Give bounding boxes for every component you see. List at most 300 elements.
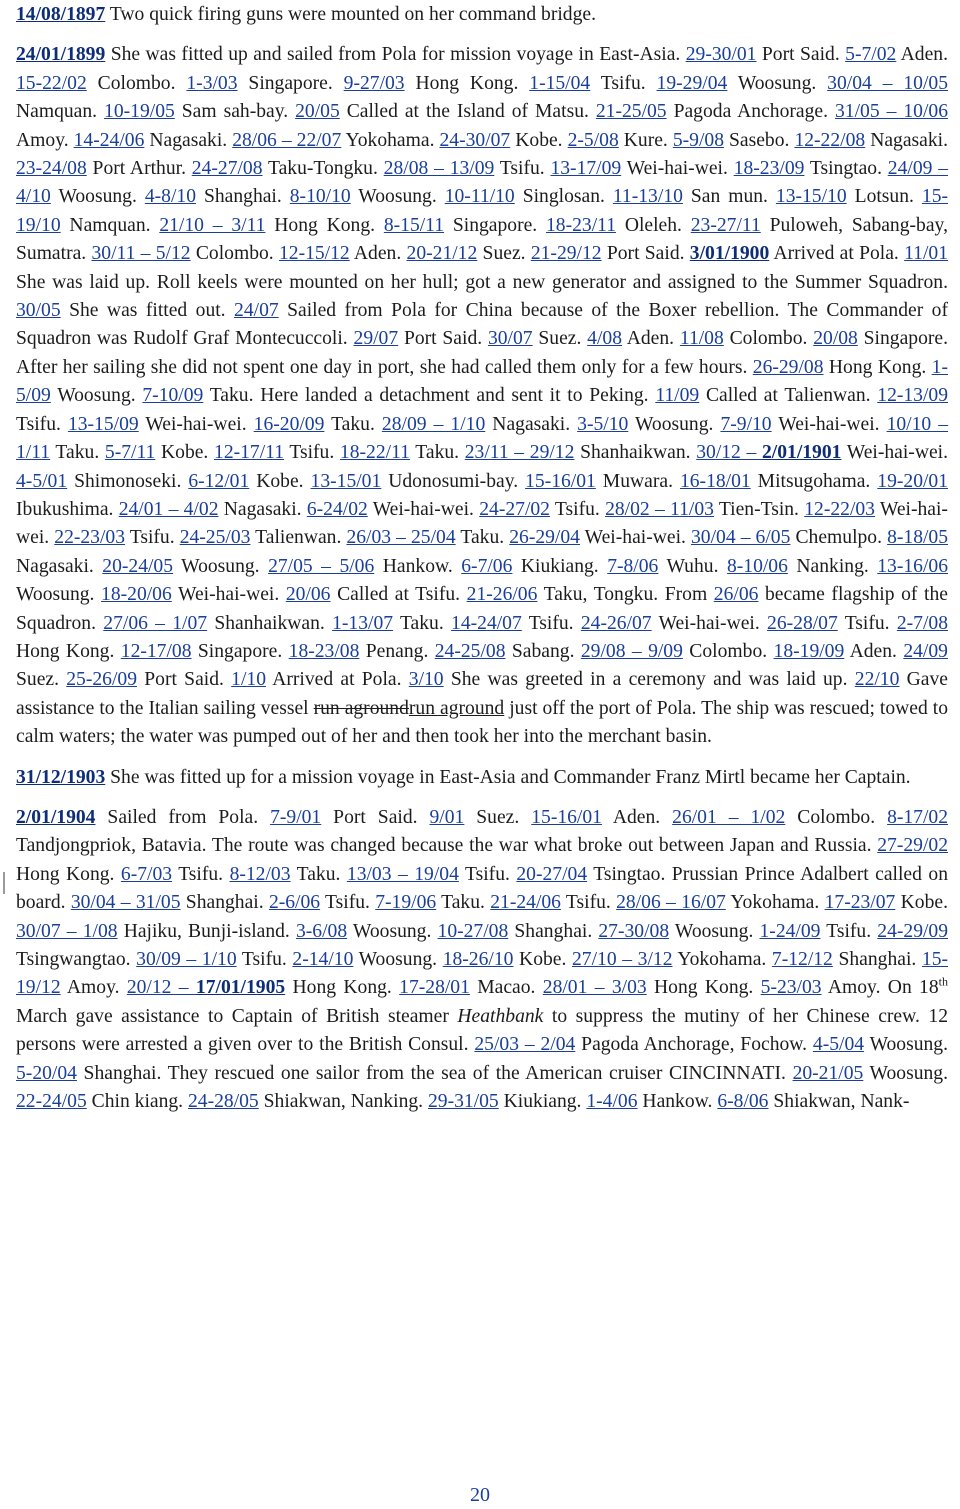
date-reference: 24/01 – 4/02 (118, 498, 219, 520)
date-reference: 2-14/10 (292, 949, 354, 970)
date-reference: 13-15/01 (310, 470, 382, 492)
body-text: Nagasaki. (144, 129, 233, 151)
body-text: Shimonoseki. (67, 470, 189, 492)
date-reference: 10-27/08 (437, 920, 509, 942)
date-reference: 30/07 (487, 328, 533, 350)
body-text: Tsifu. (125, 527, 180, 549)
date-reference: 28/01 – 3/03 (542, 977, 647, 999)
body-text: Nagasaki. (865, 129, 948, 151)
date-reference: 2/01/1901 (761, 442, 842, 464)
body-text: She was greeted in a ceremony and was laid up. (443, 669, 855, 691)
body-text: Colombo. (86, 72, 187, 94)
date-reference: 2-6/06 (268, 892, 321, 914)
date-reference: 1-4/06 (586, 1091, 638, 1113)
paragraph (16, 764, 948, 792)
date-reference: 13-17/09 (550, 158, 622, 180)
ship-name: Heathbank (457, 1005, 544, 1027)
date-reference: 15-16/01 (531, 806, 602, 828)
body-text: Wei-hai-wei. (367, 498, 480, 520)
body-text: Muwara. (595, 470, 680, 492)
date-reference: 11/08 (679, 328, 724, 350)
body-text: Sasebo. (724, 129, 795, 151)
body-text: Tsifu. (560, 892, 617, 914)
body-text: Shiakwan, Nanking. (258, 1091, 428, 1113)
body-text: Suez. (16, 669, 67, 691)
date-reference: 27-29/02 (877, 835, 948, 857)
body-text: Hong Kong. (646, 977, 761, 999)
body-text: Chemulpo. (790, 527, 888, 549)
body-text: San mun. (682, 186, 776, 208)
date-reference: 15-19/12 (16, 949, 949, 999)
body-text: Woosung. (353, 949, 443, 970)
date-reference: 10-19/05 (104, 101, 175, 123)
date-reference: 18-20/06 (101, 584, 172, 606)
date-reference: 24-27/02 (479, 498, 550, 520)
body-text: Talienwan. (250, 527, 347, 549)
body-text: Port Said. (601, 243, 690, 265)
body-text: Arrived at Pola. (266, 669, 409, 691)
date-reference: 29-31/05 (427, 1091, 499, 1113)
date-reference: 28/09 – 1/10 (381, 413, 486, 435)
body-text: Aden. (622, 328, 680, 350)
body-text: Called at Tsifu. (330, 584, 467, 606)
date-reference: 21/10 – 3/11 (159, 214, 266, 236)
date-reference: 1-24/09 (759, 920, 821, 942)
body-text: Pagoda Anchorage, Fochow. (575, 1034, 813, 1056)
body-text: Called at the Island of Matsu. (339, 101, 596, 123)
date-reference: 18-26/10 (442, 949, 514, 970)
date-reference: 20-24/05 (102, 555, 174, 577)
body-text: Taku. Here landed a detachment and sent it to Peking. (203, 385, 656, 407)
body-text: Pagoda Anchorage. (666, 101, 835, 123)
body-text: Taku, Tongku. From (537, 584, 714, 606)
date-reference: 24-29/09 (877, 920, 949, 942)
date-reference: 12-17/08 (120, 640, 192, 662)
paragraph (16, 804, 948, 1116)
body-text: Namquan. (60, 214, 160, 236)
date-reference: 20/12 – (126, 977, 196, 999)
body-text: Woosung. (863, 1062, 948, 1084)
date-reference: 28/06 – 16/07 (616, 892, 726, 914)
body-text: Woosung. (628, 413, 721, 435)
date-reference: 24/09 (903, 640, 948, 662)
body-text: Chin kiang. (86, 1091, 188, 1113)
date-reference: 24-25/08 (434, 640, 506, 662)
date-reference: 7-19/06 (375, 892, 437, 914)
date-reference: 22-23/03 (54, 527, 126, 549)
date-reference: 24-28/05 (187, 1091, 259, 1113)
date-reference: 19-29/04 (656, 72, 728, 94)
date-reference: 2-7/08 (896, 612, 949, 634)
body-text: Nagasaki. (16, 555, 103, 577)
date-reference: 25-26/09 (66, 669, 137, 691)
body-text: Singlosan. (514, 186, 613, 208)
date-reference: 24/09 – 4/10 (16, 158, 949, 208)
date-reference: 11-13/10 (612, 186, 683, 208)
body-text: Aden. (896, 44, 948, 66)
date-reference: 8-18/05 (887, 527, 949, 549)
date-reference: 7-9/01 (270, 806, 322, 828)
paragraph (16, 1, 948, 29)
body-text: Tsifu. (320, 892, 376, 914)
date-reference: 1/10 (231, 669, 267, 691)
body-text: run aground (408, 697, 505, 719)
body-text: Nanking. (787, 555, 878, 577)
body-text: Tsifu. (820, 920, 878, 942)
body-text: Aden. (844, 640, 904, 662)
date-reference: 12-15/12 (278, 243, 350, 265)
body-text: Macao. (469, 977, 543, 999)
body-text: Hajiku, Bunji-island. (117, 920, 296, 942)
date-reference: 16-20/09 (253, 413, 325, 435)
date-reference: 30/11 – 5/12 (91, 243, 191, 265)
body-text: Tsifu. (590, 72, 657, 94)
body-text: Woosung. (16, 584, 102, 606)
date-reference: 20/06 (285, 584, 331, 606)
body-text: Nagasaki. (218, 498, 307, 520)
date-reference: 18-23/09 (733, 158, 805, 180)
date-reference: 4/08 (587, 328, 623, 350)
body-text: Tsifu. (549, 498, 606, 520)
body-text: Suez. (532, 328, 588, 350)
body-text: Suez. (464, 806, 532, 828)
body-text: Tsingtao. Prussian Prince Adalbert called on board. (16, 863, 948, 914)
body-text: Woosung. (347, 920, 438, 942)
date-reference: 28/08 – 13/09 (383, 158, 495, 180)
date-reference: 1-13/07 (332, 612, 394, 634)
body-text: Wei-hai-wei. (16, 498, 948, 549)
date-reference: 7-10/09 (142, 385, 204, 407)
body-text: Hong Kong. (265, 214, 384, 236)
body-text: just off the port of Pola. The ship was rescued; towed to calm waters; the water was pumped out of her and then took her into the merchant basin. (16, 697, 948, 748)
body-text: Wuhu. (658, 555, 727, 577)
body-text: Tsifu. (236, 949, 293, 970)
date-reference: 2-5/08 (567, 129, 619, 151)
date-reference: 20/08 (813, 328, 858, 350)
body-text: Taku. (409, 442, 465, 464)
body-text: Arrived at Pola. (769, 243, 905, 265)
body-text: Kiukiang. (498, 1091, 587, 1113)
date-reference: 4-8/10 (144, 186, 196, 208)
body-text: Kobe. (155, 442, 215, 464)
body-text: Tsingtao. (804, 158, 888, 180)
date-reference: 11/09 (655, 385, 700, 407)
date-reference: 16-18/01 (679, 470, 751, 492)
body-text: Namquan. (16, 101, 105, 123)
body-text: Aden. (601, 806, 673, 828)
date-reference: 26/01 – 1/02 (672, 806, 786, 828)
body-text: Wei-hai-wei. (771, 413, 887, 435)
date-reference: 3-6/08 (295, 920, 348, 942)
date-reference: 8-17/02 (887, 806, 949, 828)
date-reference: 22/10 (854, 669, 900, 691)
body-text: Singapore. (444, 214, 546, 236)
date-reference: 3/10 (408, 669, 444, 691)
date-reference: 20-21/05 (792, 1062, 864, 1084)
body-text: Mitsugohama. (750, 470, 878, 492)
body-text: Shanghai. (832, 949, 922, 970)
date-reference: 4-5/04 (812, 1034, 865, 1056)
body-text: Taku. (455, 527, 510, 549)
body-text: Hankow. (637, 1091, 718, 1113)
body-text: Sailed from Pola for China because of the Boxer rebellion. The Commander of Squadron was Rudolf Graf Montecuccoli. (16, 300, 949, 350)
date-reference: 14/08/1897 (16, 4, 106, 25)
body-text: Taku. (324, 413, 382, 435)
date-reference: 12-13/09 (877, 385, 949, 407)
date-reference: 24-26/07 (580, 612, 652, 634)
body-text: Colombo. (190, 243, 279, 265)
body-text: Wei-hai-wei. (621, 158, 734, 180)
body-text: Wei-hai-wei. (138, 413, 254, 435)
date-reference: 27/05 – 5/06 (268, 555, 375, 577)
body-text: Colombo. (723, 328, 814, 350)
date-reference: 20-27/04 (516, 863, 588, 885)
body-text: She was fitted up for a mission voyage in East-Asia and Commander Franz Mirtl became her Captain. (105, 766, 911, 788)
date-reference: 14-24/07 (451, 612, 522, 634)
body-text: Gave assistance to the Italian sailing vessel (16, 669, 949, 719)
body-text: Hong Kong. (404, 72, 530, 94)
body-text: Wei-hai-wei. (579, 527, 691, 549)
date-reference: 1-5/09 (16, 356, 948, 407)
body-text: Hankow. (374, 555, 462, 577)
body-text: Lotsun. (846, 186, 922, 208)
body-text: Kiukiang. (512, 555, 608, 577)
body-text: to suppress the mutiny of her Chinese crew. 12 persons were arrested a given over to the British Consul. (16, 1005, 948, 1056)
body-text: Singapore. (237, 72, 344, 94)
date-reference: 24-30/07 (439, 129, 511, 151)
body-text: Kobe. (249, 470, 311, 492)
struck-text: run aground (313, 697, 409, 719)
date-reference: 5-7/11 (104, 442, 156, 464)
date-reference: 18-23/11 (546, 214, 617, 236)
date-reference: 30/04 – 31/05 (70, 892, 181, 914)
date-reference: 7-12/12 (771, 949, 833, 970)
document-body (16, 0, 948, 1128)
body-text: Woosung. (173, 555, 269, 577)
body-text: Kobe. (513, 949, 572, 970)
date-reference: 23/11 – 29/12 (464, 442, 575, 464)
date-reference: 26/03 – 25/04 (346, 527, 456, 549)
date-reference: 25/03 – 2/04 (474, 1034, 576, 1056)
body-text: Port Said. (321, 806, 430, 828)
body-text: Tsifu. (458, 863, 517, 885)
body-text: Port Said. (398, 328, 488, 350)
body-text: Tandjongpriok, Batavia. The route was changed because the war what broke out between Japan and Russia. (16, 835, 878, 857)
date-reference: 19-20/01 (877, 470, 949, 492)
body-text: Amoy. (16, 129, 74, 151)
date-reference: 13-16/06 (877, 555, 948, 577)
date-reference: 27/10 – 3/12 (572, 949, 673, 970)
date-reference: 15-19/10 (16, 186, 949, 236)
date-reference: 20/05 (295, 101, 340, 123)
body-text: Wei-hai-wei. (171, 584, 286, 606)
date-reference: 29-30/01 (685, 44, 757, 66)
body-text: Port Arthur. (86, 158, 192, 180)
body-text: March gave assistance to Captain of British steamer (16, 1005, 458, 1027)
date-reference: 10/10 – 1/11 (16, 413, 949, 464)
body-text: Taku-Tongku. (262, 158, 384, 180)
body-text: Hong Kong. (823, 356, 932, 378)
date-reference: 9/01 (429, 806, 465, 828)
body-text: Tien-Tsin. (713, 498, 805, 520)
body-text: Singapore. After her sailing she did not spent one day in port, she had called them only for a few hours. (16, 328, 948, 378)
body-text: Amoy. On 18 (821, 977, 939, 999)
date-reference: 27/06 – 1/07 (103, 612, 208, 634)
date-reference: 18-19/09 (773, 640, 845, 662)
body-text: Shanghai. (508, 920, 599, 942)
date-reference: 26-29/08 (752, 356, 824, 378)
date-reference: 27-30/08 (598, 920, 670, 942)
date-reference: 2/01/1904 (16, 806, 96, 828)
body-text: Tsifu. (494, 158, 551, 180)
date-reference: 30/09 – 1/10 (136, 949, 237, 970)
body-text: Woosung. (864, 1034, 948, 1056)
body-text: Yokohama. (672, 949, 772, 970)
body-text: Yokohama. (725, 892, 825, 914)
body-text: Tsifu. (172, 863, 230, 885)
date-reference: 13-15/09 (67, 413, 139, 435)
body-text: Taku. (50, 442, 105, 464)
date-reference: 7-8/06 (607, 555, 659, 577)
date-reference: 4-5/01 (16, 470, 68, 492)
body-text: Tsingwangtao. (16, 949, 137, 970)
body-text: Wei-hai-wei. (841, 442, 949, 464)
date-reference: 14-24/06 (73, 129, 145, 151)
body-text: Amoy. (60, 977, 127, 999)
date-reference: 28/06 – 22/07 (232, 129, 342, 151)
body-text: Tsifu. (284, 442, 340, 464)
body-text: Called at Talienwan. (699, 385, 878, 407)
body-text: Shanhaikwan. (207, 612, 333, 634)
date-reference: 13-15/10 (775, 186, 847, 208)
body-text: Sabang. (505, 640, 581, 662)
date-reference: 17-23/07 (824, 892, 896, 914)
date-reference: 3-5/10 (577, 413, 629, 435)
date-reference: 5-9/08 (672, 129, 724, 151)
date-reference: 31/12/1903 (16, 766, 106, 788)
body-text: Oleleh. (616, 214, 691, 236)
body-text: Sam sah-bay. (174, 101, 296, 123)
body-text: She was fitted out. (60, 300, 235, 322)
body-text: Colombo. (785, 806, 888, 828)
date-reference: 24/01/1899 (16, 44, 106, 66)
body-text: Woosung. (727, 72, 828, 94)
date-reference: 7-9/10 (720, 413, 772, 435)
date-reference: 11/01 (904, 243, 948, 265)
body-text: Hong Kong. (285, 977, 400, 999)
date-reference: 12-17/11 (214, 442, 285, 464)
date-reference: 30/07 – 1/08 (16, 920, 118, 942)
body-text: Taku. (436, 892, 491, 914)
date-reference: 1-15/04 (529, 72, 591, 94)
body-text: Tsifu. (521, 612, 581, 634)
date-reference: 17-28/01 (399, 977, 470, 999)
date-reference: 1-3/03 (186, 72, 238, 94)
date-reference: 18-23/08 (288, 640, 360, 662)
date-reference: 21-29/12 (530, 243, 602, 265)
date-reference: 12-22/08 (794, 129, 866, 151)
date-reference: 23-24/08 (16, 158, 87, 180)
body-text: Singapore. (191, 640, 289, 662)
date-reference: 10-11/10 (444, 186, 515, 208)
body-text: Hong Kong. (16, 863, 121, 885)
body-text: Kure. (618, 129, 673, 151)
body-text: Colombo. (682, 640, 774, 662)
body-text: Taku. (290, 863, 347, 885)
date-reference: 6-7/03 (120, 863, 173, 885)
body-text: Nagasaki. (485, 413, 578, 435)
body-text: Kobe. (895, 892, 948, 914)
date-reference: 15-16/01 (525, 470, 596, 492)
body-text: Kobe. (510, 129, 568, 151)
body-text: Puloweh, Sabang-bay, Sumatra. (16, 214, 948, 265)
date-reference: 20-21/12 (406, 243, 478, 265)
date-reference: 30/04 – 10/05 (827, 72, 948, 94)
date-reference: 31/05 – 10/06 (834, 101, 948, 123)
date-reference: 22-24/05 (16, 1091, 87, 1113)
date-reference: 21-24/06 (490, 892, 561, 914)
body-text: She was laid up. Roll keels were mounted on her hull; got a new generator and assigned to the Summer Squadron. (16, 271, 948, 293)
body-text: Two quick firing guns were mounted on her command bridge. (105, 4, 596, 25)
body-text: Udonosumi-bay. (381, 470, 526, 492)
date-reference: 9-27/03 (343, 72, 405, 94)
date-reference: 24-25/03 (179, 527, 251, 549)
body-text: Hong Kong. (16, 640, 121, 662)
body-text: Shiakwan, Nank- (768, 1091, 910, 1113)
body-text: Shanghai. They rescued one sailor from the sea of the American cruiser CINCINNATI. (76, 1062, 793, 1084)
date-reference: 5-20/04 (16, 1062, 77, 1084)
date-reference: 30/12 – (696, 442, 762, 464)
body-text: became flagship of the Squadron. (16, 584, 948, 634)
date-reference: 29/07 (353, 328, 399, 350)
date-reference: 3/01/1900 (689, 243, 770, 265)
body-text: Woosung. (50, 186, 145, 208)
date-reference: 17/01/1905 (195, 977, 286, 999)
date-reference: 8-15/11 (383, 214, 445, 236)
date-reference: 21-25/05 (595, 101, 667, 123)
body-text: Tsifu. (16, 413, 68, 435)
date-reference: 13/03 – 19/04 (346, 863, 459, 885)
date-reference: 23-27/11 (690, 214, 761, 236)
body-text: Wei-hai-wei. (651, 612, 768, 634)
body-text: Aden. (349, 243, 407, 265)
date-reference: 24/07 (234, 300, 279, 322)
date-reference: 8-10/06 (726, 555, 788, 577)
body-text: Penang. (359, 640, 435, 662)
body-text: Woosung. (669, 920, 760, 942)
body-text: Shanghai. (180, 892, 269, 914)
date-reference: 30/04 – 6/05 (691, 527, 791, 549)
date-reference: 6-8/06 (717, 1091, 769, 1113)
margin-change-bar (3, 872, 5, 894)
body-text: She was fitted up and sailed from Pola for mission voyage in East-Asia. (105, 44, 686, 66)
body-text: Sailed from Pola. (95, 806, 271, 828)
date-reference: 15-22/02 (16, 72, 87, 94)
ordinal-superscript: th (938, 974, 948, 989)
date-reference: 8-10/10 (289, 186, 351, 208)
date-reference: 6-12/01 (188, 470, 250, 492)
date-reference: 26-28/07 (767, 612, 838, 634)
body-text: Taku. (393, 612, 452, 634)
body-text: Yokohama. (341, 129, 440, 151)
date-reference: 26/06 (713, 584, 759, 606)
paragraph (16, 41, 948, 751)
body-text: Suez. (477, 243, 531, 265)
body-text: Shanhaikwan. (574, 442, 697, 464)
body-text: Ibukushima. (16, 498, 119, 520)
page-number: 20 (470, 1484, 490, 1506)
body-text: Port Said. (137, 669, 232, 691)
